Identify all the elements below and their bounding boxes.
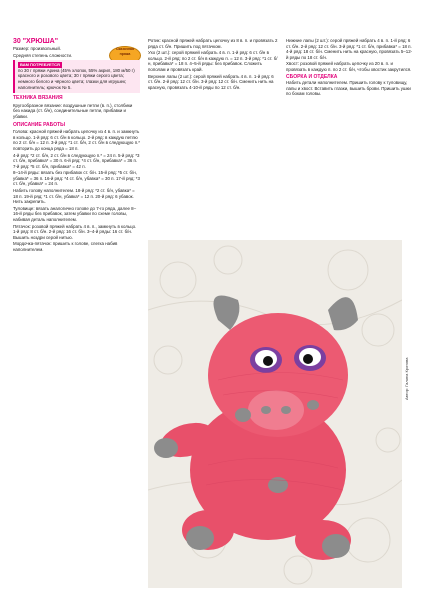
author-credit: Автор: Галина Кротова: [404, 357, 409, 400]
description-paragraph: 4-й ряд: *2 ст. б/н, 2 ст. б/н в следующую п.* = 24 п. 5-й ряд: *3 ст. б/н, прибавка* = 30 п. 6-й ряд: *4 ст. б/н, прибавка* = 36 п. 7-й ряд: *5 ст. б/н, прибавка* = 42 п.: [13, 152, 140, 169]
materials-box: [13, 60, 140, 93]
middle-paragraph: Ухо (2 шт.): серой пряжей набрать 4 в. п. 1-й ряд: 6 ст. б/н в кольцо. 2-й ряд: по 2 ст. б/н в каждую п. = 12 п. 3-й ряд: *1 ст. б/н, прибавка* = 18 п. 4–5-й ряды: без прибавок. Сложить пополам и провязать край.: [148, 50, 278, 72]
brand-logo: Сказочная пряжа: [109, 46, 141, 65]
technique-heading: ТЕХНИКА ВЯЗАНИЯ: [13, 95, 63, 102]
description-paragraph: 8–14-й ряды: вязать без прибавок ст. б/н. 15-й ряд: *5 ст. б/н, убавка* = 36 п. 16-й ряд: *4 ст. б/н, убавка* = 30 п. 17-й ряд: *3 ст. б/н, убавка* = 24 п.: [13, 170, 140, 187]
difficulty-line: Средняя степень сложности.: [13, 52, 73, 58]
description-heading: ОПИСАНИЕ РАБОТЫ: [13, 121, 66, 128]
middle-paragraph: Верхние лапы (2 шт.): серой пряжей набрать 4 в. п. 1-й ряд: 6 ст. б/н. 2-й ряд: 12 ст. б/н. 3-й ряд: 12 ст. б/н. Сменить нить на красную, провязать 4-10-й ряды по 12 ст. б/н.: [148, 73, 274, 90]
description-paragraph: Пятачок: розовой пряжей набрать 4 в. п., замкнуть в кольцо. 1-й ряд: 8 ст. б/н. 2-й ряд: 16 ст. б/н. 3–4-й ряды: 16 ст. б/н. Вышить ноздри серой нитью.: [13, 223, 137, 240]
size-line: Размер: произвольный.: [13, 46, 61, 51]
technique-text: Кругообразное вязание: воздушные петли (в. п.), столбики без накида (ст. б/н), соединительные петли, прибавки и убавки.: [13, 102, 133, 119]
right-column: [286, 38, 414, 238]
assembly-text: Набить детали наполнителем. Пришить голову к туловищу, лапы и хвост. Вставить глазки, вышить брови. Пришить ушки по бокам головы.: [286, 80, 411, 97]
description-paragraph: Голова: красной пряжей набрать цепочку из 4 в. п. и замкнуть в кольцо. 1-й ряд: 6 ст. б/н в кольцо. 2-й ряд: в каждую петлю по 2 ст. б/н = 12 п. 3-й ряд: *1 ст. б/н, 2 ст. б/н в следующую п.* повторить до конца ряда = 18 п.: [13, 129, 140, 151]
assembly-heading: СБОРКА И ОТДЕЛКА: [286, 73, 338, 80]
middle-column: [148, 38, 278, 238]
materials-text: по 30 г пряжи Арина (45% хлопок, 55% акрил, 180 м/50 г) красного и розового цвета; 30 г пряжи серого цвета; немного белого и чёрного цвета; глазки для игрушек; наполнитель; крючок № 5.: [18, 67, 135, 90]
description-paragraph: Набить голову наполнителем. 18-й ряд: *2 ст. б/н, убавка* = 18 п. 19-й ряд: *1 ст. б/н, убавка* = 12 п. 20-й ряд: 6 убавок. Нить закрепить.: [13, 188, 135, 205]
description-paragraph: Туловище: вязать аналогично голове до 7-го ряда, далее 8–16-й ряды без прибавок, затем убавки по схеме головы, набивая деталь наполнителем.: [13, 205, 137, 223]
toy-photo: [148, 240, 402, 588]
right-paragraph: Хвост: розовой пряжей набрать цепочку из 20 в. п. и провязать в каждую п. по 2 ст. б/н, чтобы хвостик закрутился.: [286, 61, 412, 72]
pattern-title: 30 "ХРЮША": [13, 38, 59, 45]
right-paragraph: Нижние лапы (2 шт.): серой пряжей набрать 4 в. п. 1-й ряд: 6 ст. б/н. 2-й ряд: 12 ст. б/н. 3-й ряд: *1 ст. б/н, прибавка* = 18 п. 4-й ряд: 18 ст. б/н. Сменить нить на красную, провязать 5–12-й ряды по 18 ст. б/н.: [286, 38, 413, 60]
left-column: [13, 38, 140, 588]
pig-toy-illustration: [148, 240, 402, 588]
middle-paragraph: Ротик: красной пряжей набрать цепочку из 8 в. п. и провязать 2 ряда ст. б/н. Пришить под пятачком.: [148, 38, 278, 49]
materials-label: ВАМ ПОТРЕБУЕТСЯ: [20, 62, 60, 68]
description-paragraph: Мордочка-пятачок: пришить к голове, слегка набив наполнителем.: [13, 241, 118, 252]
